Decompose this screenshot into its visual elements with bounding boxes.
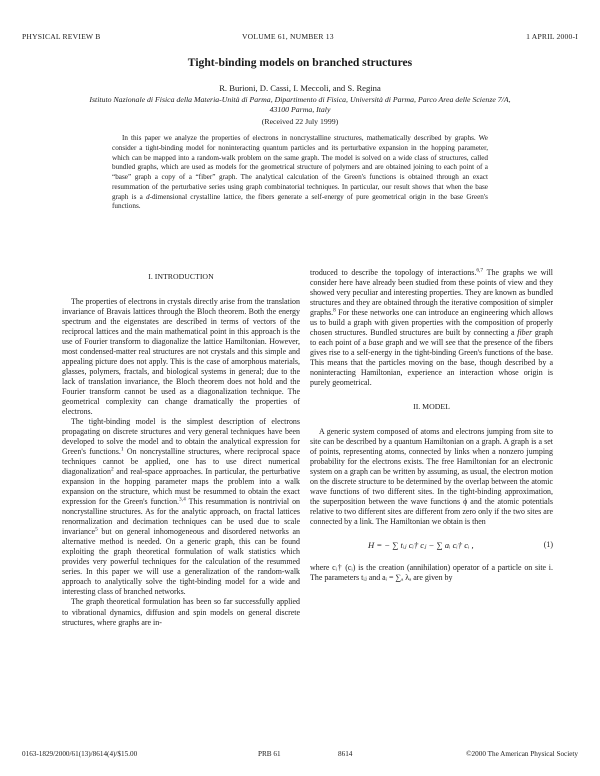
section-heading-intro: I. INTRODUCTION	[148, 272, 214, 281]
footer-prb: PRB 61	[258, 750, 281, 758]
intro-p2-d: This resummation is nontrivial on noncrystalline structures. As for the analytic approach, on fractal lattices renormalization and decimation techniques can be used due to scale invariance	[62, 497, 301, 537]
intro-p3-d: graph to each point of a	[310, 328, 553, 348]
intro-p3-e: graph and we will see that the presence of the fibers gives rise to a self-energy in the tight-binding Green's functions of the base. This means that the particles moving on the base, though described by a noninteracting Hamiltonian, experience an interaction whose origin is purely geometrical.	[310, 338, 553, 388]
header-journal: PHYSICAL REVIEW B	[22, 32, 101, 41]
intro-p2-e: but on general inhomogeneous and disordered networks an alternative method is needed. On a generic graph, this can be found exploiting the graph theoretical formulation of walk statistics which provides very powerful techniques for the calculation of the resummed series. In this paper we will use a generalization of the random-walk approach to analytically solve the tight-binding model for a wide and interesting class of branched networks.	[62, 527, 300, 597]
footer-copyright: ©2000 The American Physical Society	[466, 750, 578, 758]
ref-5: 5	[95, 526, 98, 533]
intro-p2-a: The tight-binding model is the simplest description of electrons propagating on discrete structures and very general techniques have been developed to solve the model and to obtain the analytical expression for Green's functions.	[62, 417, 300, 457]
term-fiber: fiber	[517, 328, 533, 338]
authors: R. Burioni, D. Cassi, I. Meccoli, and S. Regina	[219, 83, 381, 93]
ref-6-7: 6,7	[476, 267, 484, 274]
equation-body: H = − ∑ tᵢⱼ cᵢ† cⱼ − ∑ aᵢ cᵢ† cᵢ ,	[368, 540, 474, 551]
header-volume: VOLUME 61, NUMBER 13	[242, 32, 334, 41]
received-date: (Received 22 July 1999)	[261, 117, 339, 126]
right-column	[310, 268, 553, 583]
model-p1-b: and the atomic potentials relative to two different sites are different from zero only if the two sites are connected by a link. The Hamiltonian we obtain is then	[310, 497, 554, 527]
ref-1: 1	[120, 446, 124, 453]
affiliation	[40, 95, 560, 116]
abstract-text-2: -dimensional crystalline lattice, the fibers generate a self-energy of pure geometrical origin in the base Green's functions.	[112, 192, 488, 211]
model-paragraph-1	[310, 427, 553, 527]
ref-2: 2	[110, 466, 114, 473]
intro-p3-b: The graphs we will consider here have already been studied from these points of view and they showed very peculiar and interesting properties. They are known as bundled structures and they are obtained through the iterative composition of simpler graphs.	[310, 268, 553, 318]
ref-3-4: 3,4	[179, 496, 186, 503]
abstract-d: d	[145, 192, 150, 201]
intro-p3-c: For these networks one can introduce an engineering which allows us to build a graph with given properties with the composition of properly chosen structures. Bundled structures are built by connecting a	[310, 308, 553, 338]
abstract-text-1: In this paper we analyze the properties of electrons in noncrystalline structures, mathematically described by graphs. We consider a tight-binding model for noninteracting quantum particles and its perturbative expansion in the hopping parameter, which can be mapped into a random-walk problem on the same graph. The model is solved on a wide class of structures, called bundled graphs, which are used as models for the geometrical structure of polymers and are obtained joining to each point of a “base” graph a copy of a “fiber” graph. The analytical calculation of the Green's functions is obtained through an exact resummation of the perturbative series using graph combinatorial techniques. In particular, our result shows that when the base graph is a	[112, 134, 488, 201]
header-date: 1 APRIL 2000-I	[526, 32, 578, 41]
abstract	[112, 134, 488, 212]
ref-8: 8	[333, 307, 336, 314]
footer-code: 0163-1829/2000/61(13)/8614(4)/$15.00	[22, 750, 138, 758]
equation-number: (1)	[543, 540, 553, 550]
intro-paragraph-3-cont	[310, 268, 553, 388]
footer-page: 8614	[338, 750, 353, 758]
paper-title: Tight-binding models on branched structures	[187, 56, 413, 69]
term-base: base	[368, 338, 384, 348]
intro-paragraph-3: The graph theoretical formulation has been so far successfully applied to vibrational dynamics, diffusion and spin models on general discrete structures, where graphs are in-	[62, 597, 300, 627]
model-paragraph-2: where cᵢ† (cᵢ) is the creation (annihilation) operator of a particle on site i. The parameters tᵢⱼ and aᵢ = ∑ₐ λₐ are given by	[310, 563, 553, 583]
intro-p2-b: On noncrystalline structures, where reciprocal space techniques cannot be applied, one has to use direct numerical diagonalization	[62, 447, 300, 477]
left-column	[62, 272, 300, 628]
section-heading-model: II. MODEL	[413, 402, 450, 412]
intro-p2-c: and real-space approaches. In particular, the perturbative expansion in the hopping parameter maps the problem into a walk expansion on the structure, which must be resummed to obtain the exact expression for the Green's function.	[62, 467, 300, 507]
intro-paragraph-1: The properties of electrons in crystals directly arise from the translation invariance of Bravais lattices through the Bloch theorem. Both the energy spectrum and the eigenstates are described in terms of vectors of the reciprocal lattices and the main mathematical point in this approach is the use of Fourier transform to diagonalize the lattice Hamiltonian. However, most condensed-matter real structures are not crystals and this simple and appealing picture does not apply. This is the case of amorphous materials, glasses, polymers, fractals, and biological systems in general; due to the lack of translation invariance, the Bloch theorem does not hold and the Fourier transform cannot be used as a diagonalization technique. The geometrical complexity can change dramatically the properties of electrons.	[62, 297, 300, 417]
intro-p3-a: troduced to describe the topology of interactions.	[310, 268, 477, 277]
equation-1	[310, 540, 553, 550]
intro-paragraph-2	[62, 417, 300, 597]
affiliation-line2: 43100 Parma, Italy	[269, 105, 331, 115]
model-p1-a: A generic system composed of atoms and electrons jumping from site to site can be described by a quantum Hamiltonian on a graph. A graph is a set of points, representing atoms, connected by links when a nonzero jumping probability for the electrons exists. The free Hamiltonian for an electronic system on a graph can be written by assuming, as usual, the electron motion on the discrete structure to be determined by the overlap between the atomic wave functions of two different sites. In the tight-binding approximation, the superposition between the wave functions ϕ	[310, 427, 553, 507]
affiliation-line1: Istituto Nazionale di Fisica della Materia-Unità di Parma, Dipartimento di Fisica, Università di Parma, Parco Area delle Scienze 7/A,	[89, 95, 511, 104]
